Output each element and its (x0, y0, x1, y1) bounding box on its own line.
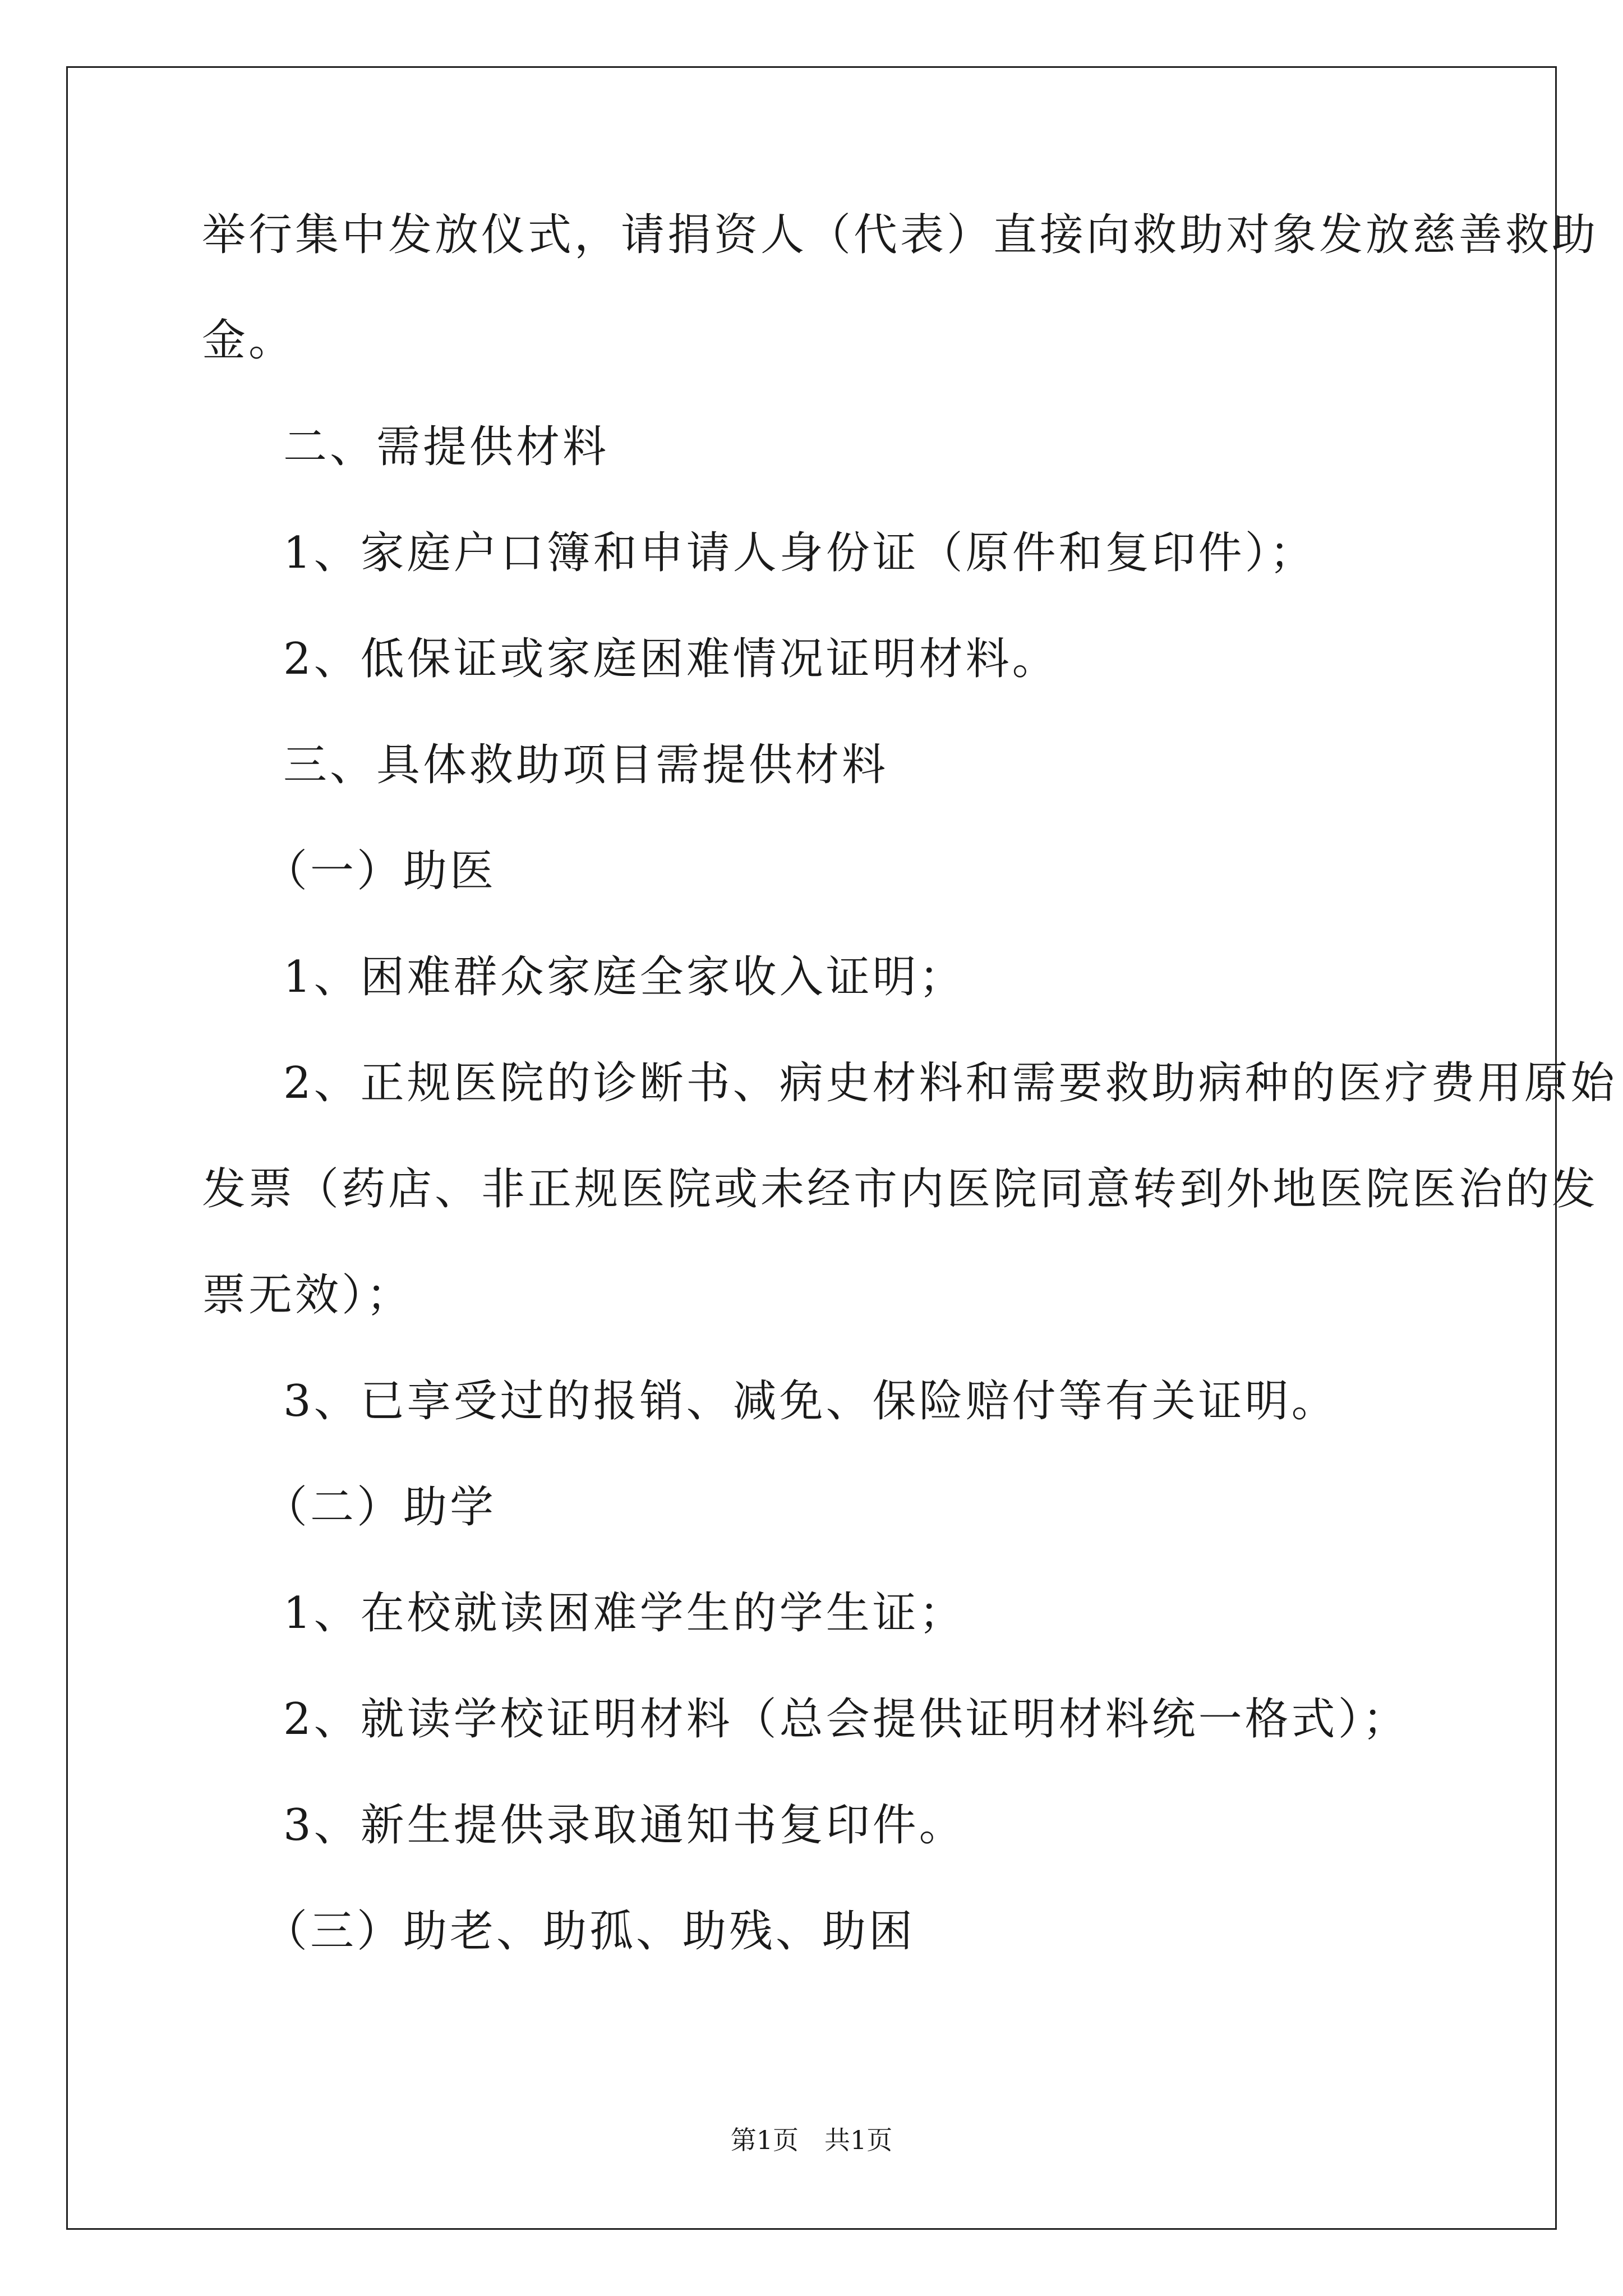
list-item: 1、家庭户口簿和申请人身份证（原件和复印件）； (283, 528, 1316, 578)
list-item: 3、新生提供录取通知书复印件。 (283, 1800, 966, 1851)
subsection-heading: （三）助老、助孤、助残、助困 (264, 1906, 916, 1957)
subsection-heading: （二）助学 (264, 1482, 497, 1533)
list-item: 2、正规医院的诊断书、病史材料和需要救助病种的医疗费用原始 (283, 1058, 1617, 1108)
list-item: 1、困难群众家庭全家收入证明； (283, 952, 966, 1002)
list-item: 2、低保证或家庭困难情况证明材料。 (283, 634, 1059, 684)
page-border (66, 66, 1557, 2230)
paragraph-line: 发票（药店、非正规医院或未经市内医院同意转到外地医院医治的发 (202, 1164, 1599, 1214)
paragraph-line: 票无效）； (202, 1270, 413, 1320)
list-item: 3、已享受过的报销、减免、保险赔付等有关证明。 (283, 1376, 1338, 1427)
page-number: 第1页 共1页 (730, 2125, 893, 2155)
section-heading: 三、具体救助项目需提供材料 (283, 740, 889, 790)
paragraph-line: 金。 (202, 315, 296, 366)
list-item: 2、就读学校证明材料（总会提供证明材料统一格式）； (283, 1694, 1409, 1745)
page-footer (0, 2127, 1623, 2153)
section-heading: 二、需提供材料 (283, 422, 610, 472)
list-item: 1、在校就读困难学生的学生证； (283, 1588, 966, 1639)
subsection-heading: （一）助医 (264, 846, 497, 896)
paragraph-line: 举行集中发放仪式，请捐资人（代表）直接向救助对象发放慈善救助 (202, 210, 1599, 260)
